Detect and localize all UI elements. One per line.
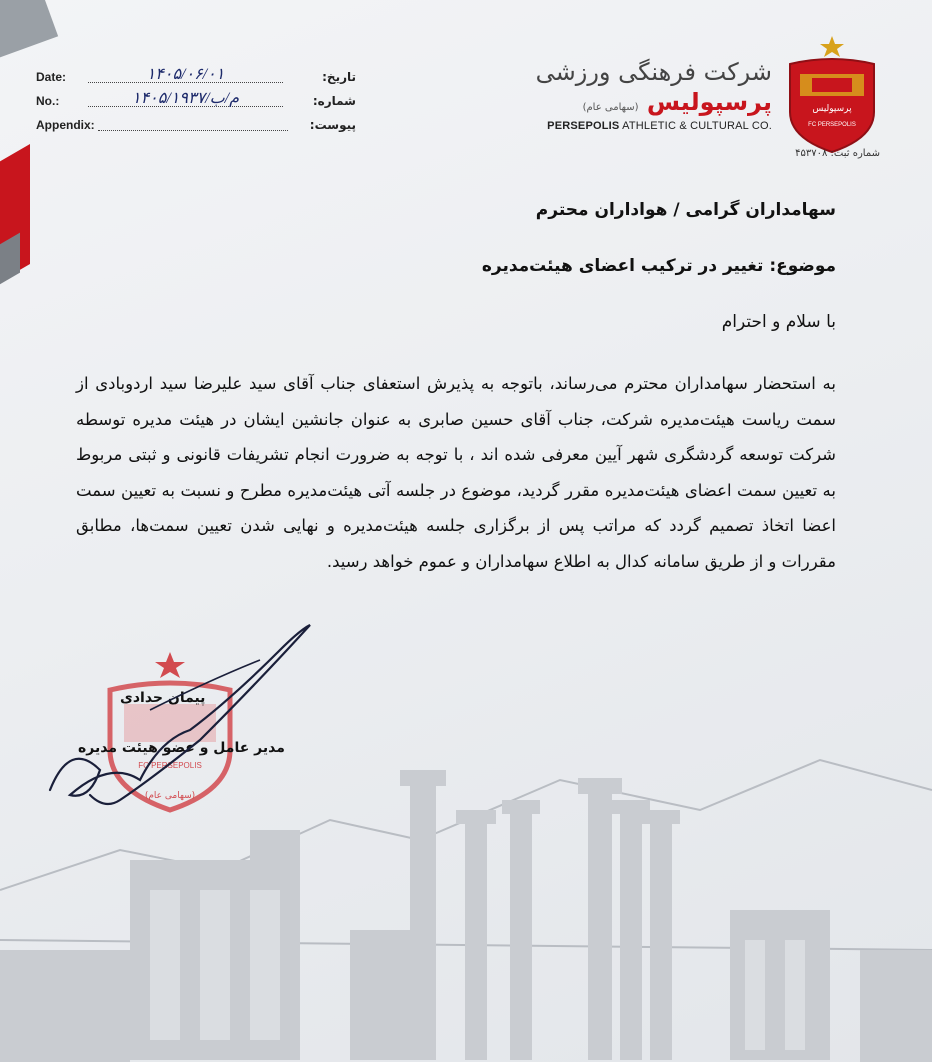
svg-text:(سهامی عام): (سهامی عام): [144, 791, 196, 801]
appendix-value: [98, 112, 288, 131]
date-label-en: Date:: [36, 70, 67, 84]
signatory-name: پیمان حدادی: [120, 690, 206, 706]
svg-text:FC PERSEPOLIS: FC PERSEPOLIS: [138, 761, 202, 770]
greeting: با سلام و احترام: [721, 312, 836, 332]
date-label-fa: تاریخ:: [322, 70, 356, 84]
company-name-en: [536, 120, 772, 132]
corner-decoration: [0, 0, 58, 60]
persepolis-crest-logo: [782, 34, 882, 154]
company-name-en-rest: ATHLETIC & CULTURAL CO.: [622, 120, 772, 132]
company-legal-fa: (سهامی عام): [582, 102, 639, 113]
addressee: سهامداران گرامی / هواداران محترم: [535, 200, 836, 220]
letter-meta: [36, 66, 356, 142]
red-ribbon-decoration: [0, 144, 30, 316]
grey-ribbon-decoration: [0, 233, 20, 308]
svg-text:FC PERSEPOLIS: FC PERSEPOLIS: [808, 122, 856, 128]
number-label-fa: شماره:: [312, 94, 356, 108]
handwritten-signature: [30, 620, 330, 820]
appendix-row: [36, 118, 356, 142]
company-name-fa: شرکت فرهنگی ورزشی: [535, 58, 772, 86]
company-name-block: [536, 58, 772, 132]
signatory-title: مدیر عامل و عضو هیئت مدیره: [78, 740, 285, 756]
company-brand-fa: پرسپولیس: [646, 88, 772, 116]
number-label-en: No.:: [36, 94, 60, 108]
letter-body: به استحضار سهامداران محترم می‌رساند، باتوجه به پذیرش استعفای جناب آقای سید علیرضا سید اردوبادی از سمت ریاست هیئت‌مدیره شرکت، جناب آقای حسین صابری به عنوان جانشین ایشان در هیئت مدیره توسطه شرکت توسعه گردشگری شهر آیین معرفی شده اند ، با توجه به ضرورت انجام تشریفات قانونی و ثبتی مربوط به تعیین سمت اعضای هیئت‌مدیره مقرر گردید، موضوع در جلسه آتی هیئت‌مدیره مطرح و نسبت به تعیین سمت اعضا اتخاذ تصمیم گردد که مراتب پس از برگزاری جلسه هیئت‌مدیره و نهایی شدن تعیین سمت‌ها، مطابق مقررات و از طریق سامانه کدال به اطلاع سهامداران و عموم خواهد رسید.: [76, 374, 836, 571]
appendix-label-en: Appendix:: [36, 118, 95, 132]
company-name-en-bold: PERSEPOLIS: [547, 120, 620, 132]
svg-text:پرسپولیس: پرسپولیس: [812, 104, 852, 114]
company-brand: [536, 88, 772, 116]
appendix-label-fa: پیوست:: [309, 118, 356, 132]
registration-number: شماره ثبت: ۴۵۳۷۰۸: [795, 148, 880, 159]
subject-line: موضوع: تغییر در ترکیب اعضای هیئت‌مدیره: [481, 256, 836, 276]
date-value: ۱۴۰۵/۰۶/۰۱: [88, 64, 283, 83]
number-value: ۱۴۰۵/م/ب/۱۹۳۷: [88, 88, 283, 107]
